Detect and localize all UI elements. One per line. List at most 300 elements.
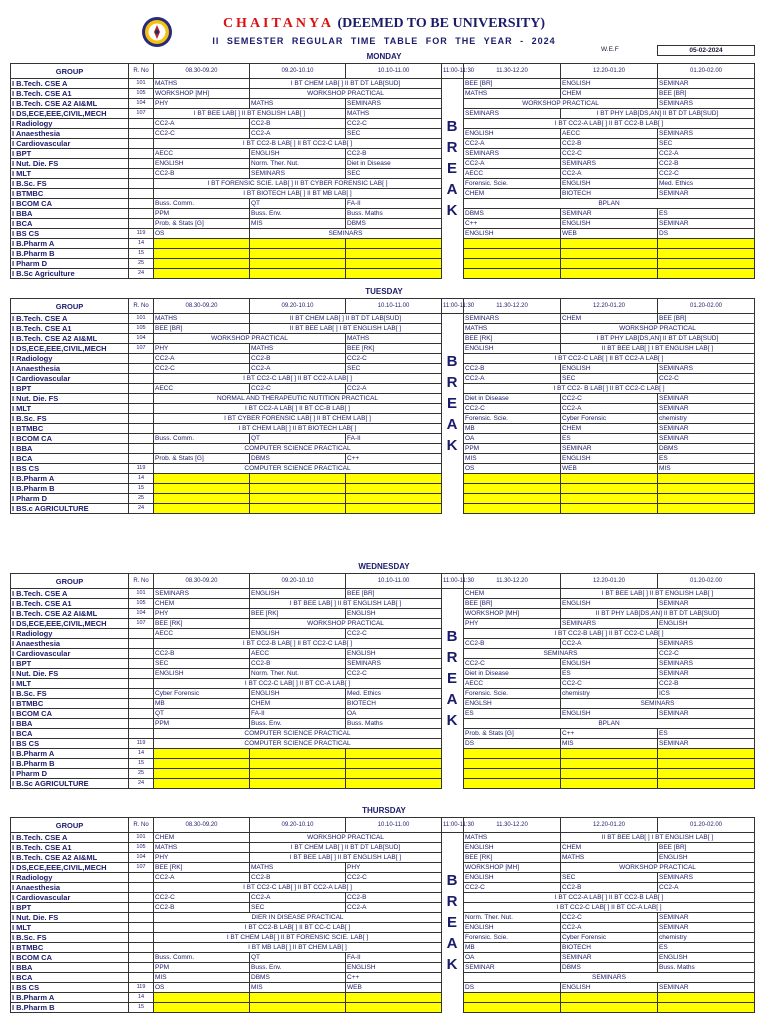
room-number: 104 (129, 99, 154, 109)
room-number (129, 893, 154, 903)
group-name: I Cardiovascular (11, 139, 129, 149)
room-number (129, 943, 154, 953)
group-name: I MLT (11, 404, 129, 414)
class-slot: ENGLISH (658, 619, 755, 629)
class-slot: DBMS (250, 454, 346, 464)
column-header-p1: 08.30-09.20 (154, 574, 250, 589)
class-slot: CC2-C (346, 873, 442, 883)
empty-slot (561, 239, 658, 249)
class-slot: CHEM (250, 699, 346, 709)
class-slot: ES (658, 454, 755, 464)
class-slot: C++ (561, 729, 658, 739)
empty-slot (464, 504, 561, 514)
break-letter: B (446, 628, 458, 645)
table-row (11, 239, 755, 249)
class-slot: SEMINAR (658, 709, 755, 719)
table-row (11, 619, 755, 629)
class-slot: AECC (464, 679, 561, 689)
empty-slot (250, 239, 346, 249)
class-slot: Buss. Comm. (154, 953, 250, 963)
group-name: I BPT (11, 903, 129, 913)
column-header-p4: 11.30-12.20 (464, 64, 561, 79)
class-slot: SEMINAR (658, 394, 755, 404)
room-number: 15 (129, 1003, 154, 1013)
column-header-p2: 09.20-10.10 (250, 574, 346, 589)
class-slot: CHEM (464, 589, 561, 599)
break-label (441, 626, 463, 731)
class-slot: CC2-C (250, 384, 346, 394)
empty-slot (658, 1003, 755, 1013)
room-number (129, 903, 154, 913)
break-letter: A (446, 935, 458, 952)
class-slot: MIS (250, 983, 346, 993)
class-slot: ENGLISH (561, 79, 658, 89)
class-slot: Prob. & Stats [G] (464, 729, 561, 739)
column-header-p3: 10.10-11.00 (346, 574, 442, 589)
class-slot: SEMINARS (658, 639, 755, 649)
class-slot: SEMINAR (658, 189, 755, 199)
class-slot: BEE [BR] (154, 324, 250, 334)
class-slot: Diet in Disease (464, 669, 561, 679)
table-row (11, 139, 755, 149)
empty-slot (561, 759, 658, 769)
empty-slot (561, 484, 658, 494)
class-slot: SEMINAR (658, 219, 755, 229)
table-row (11, 269, 755, 279)
class-slot: I BT CC2-B LAB[ ] II BT CC2-C LAB[ ] (154, 639, 442, 649)
day-label: MONDAY (366, 52, 402, 61)
class-slot: MATHS (154, 314, 250, 324)
class-slot: Buss. Maths (346, 209, 442, 219)
class-slot: Norm. Ther. Nut. (250, 159, 346, 169)
class-slot: AECC (154, 629, 250, 639)
class-slot: Buss. Env. (250, 963, 346, 973)
break-letter: A (446, 181, 458, 198)
group-name: I Anaesthesia (11, 129, 129, 139)
day-label: WEDNESDAY (358, 562, 410, 571)
class-slot: DS (658, 229, 755, 239)
empty-slot (561, 993, 658, 1003)
group-name: I B.Pharm A (11, 239, 129, 249)
class-slot: MATHS (154, 843, 250, 853)
column-header-p1: 08.30-09.20 (154, 299, 250, 314)
column-header-p1: 08.30-09.20 (154, 818, 250, 833)
room-number: 104 (129, 853, 154, 863)
wef-date: 05-02-2024 (657, 45, 755, 56)
group-name: I BS CS (11, 739, 129, 749)
table-row (11, 843, 755, 853)
break-letter: E (446, 395, 457, 412)
empty-slot (154, 249, 250, 259)
group-name: I B.Tech. CSE A2 AI&ML (11, 334, 129, 344)
class-slot: PHY (154, 853, 250, 863)
group-name: I BTMBC (11, 189, 129, 199)
group-name: I Nut. Die. FS (11, 159, 129, 169)
break-label (441, 351, 463, 456)
room-number: 107 (129, 109, 154, 119)
class-slot: CC2-A (154, 119, 250, 129)
empty-slot (464, 494, 561, 504)
break-label (441, 116, 463, 221)
room-number (129, 629, 154, 639)
class-slot: CHEM (561, 843, 658, 853)
column-header-p3: 10.10-11.00 (346, 64, 442, 79)
class-slot: DBMS (561, 963, 658, 973)
column-header-rno: R. No (129, 64, 154, 79)
empty-slot (154, 259, 250, 269)
table-row (11, 629, 755, 639)
class-slot: AECC (561, 129, 658, 139)
class-slot: II BT BEE LAB[ ] I BT ENGLISH LAB[ ] (561, 833, 755, 843)
room-number: 119 (129, 983, 154, 993)
room-number (129, 119, 154, 129)
class-slot: BEE [RK] (154, 863, 250, 873)
class-slot: MATHS (464, 833, 561, 843)
class-slot: SEMINAR (658, 669, 755, 679)
room-number (129, 149, 154, 159)
group-name: I Cardiovascular (11, 893, 129, 903)
class-slot: QT (154, 709, 250, 719)
room-number (129, 639, 154, 649)
empty-slot (154, 474, 250, 484)
class-slot: I BT CC2-C LAB[ ] II BT CC-A LAB[ ] (464, 903, 755, 913)
class-slot: ENGLISH (154, 159, 250, 169)
class-slot: ENGLISH (464, 129, 561, 139)
empty-slot (658, 759, 755, 769)
table-row (11, 314, 755, 324)
class-slot: ENGLISH (561, 709, 658, 719)
room-number (129, 953, 154, 963)
class-slot: Forensic. Scie. (464, 179, 561, 189)
room-number: 104 (129, 334, 154, 344)
class-slot: Prob. & Stats [G] (154, 454, 250, 464)
table-row (11, 259, 755, 269)
class-slot: Buss. Comm. (154, 199, 250, 209)
brand-name: CHAITANYA (222, 16, 334, 31)
empty-slot (346, 504, 442, 514)
empty-slot (464, 993, 561, 1003)
class-slot: PHY (346, 863, 442, 873)
group-name: I BS CS (11, 983, 129, 993)
break-letter: R (446, 139, 458, 156)
group-name: I B.Tech. CSE A (11, 589, 129, 599)
table-row (11, 649, 755, 659)
room-number: 24 (129, 269, 154, 279)
class-slot: CC2-C (346, 119, 442, 129)
group-name: I B.Tech. CSE A2 AI&ML (11, 99, 129, 109)
group-name: I Pharm D (11, 494, 129, 504)
class-slot: AECC (250, 649, 346, 659)
table-row (11, 394, 755, 404)
class-slot: ES (464, 709, 561, 719)
class-slot: DBMS (250, 973, 346, 983)
class-slot: PPM (154, 209, 250, 219)
room-number (129, 454, 154, 464)
class-slot: II BT PHY LAB[DS,AN] II BT DT LAB[SUD] (561, 609, 755, 619)
empty-slot (561, 474, 658, 484)
class-slot: SEMINARS (561, 619, 658, 629)
class-slot: CHEM (154, 599, 250, 609)
empty-slot (658, 249, 755, 259)
room-number (129, 973, 154, 983)
group-name: I MLT (11, 923, 129, 933)
room-number (129, 199, 154, 209)
class-slot: CC2-A (464, 374, 561, 384)
class-slot: CC2-B (464, 364, 561, 374)
room-number (129, 169, 154, 179)
class-slot: I BT CYBER FORENSIC LAB[ ] II BT CHEM LAB[ ] (154, 414, 442, 424)
room-number (129, 354, 154, 364)
group-name: I BBA (11, 963, 129, 973)
class-slot: SEMINAR (658, 434, 755, 444)
column-header-p3: 10.10-11.00 (346, 818, 442, 833)
group-name: I MLT (11, 169, 129, 179)
table-row (11, 739, 755, 749)
class-slot: CC2-B (561, 139, 658, 149)
group-name: I B.Pharm B (11, 759, 129, 769)
group-name: I BS.c AGRICULTURE (11, 504, 129, 514)
group-name: I Radiology (11, 119, 129, 129)
table-row (11, 759, 755, 769)
class-slot: CC2-A (464, 159, 561, 169)
room-number: 107 (129, 344, 154, 354)
class-slot: CC2-C (154, 893, 250, 903)
class-slot: SEC (346, 129, 442, 139)
table-row (11, 993, 755, 1003)
class-slot: ENGLISH (250, 689, 346, 699)
empty-slot (154, 769, 250, 779)
class-slot: MB (464, 943, 561, 953)
table-row (11, 719, 755, 729)
break-letter: E (446, 160, 457, 177)
class-slot: CC2-C (561, 679, 658, 689)
class-slot: CC2-B (346, 149, 442, 159)
empty-slot (658, 259, 755, 269)
class-slot: ENGLISH (561, 219, 658, 229)
group-name: I MLT (11, 679, 129, 689)
table-row (11, 973, 755, 983)
room-number: 119 (129, 464, 154, 474)
class-slot: BEE [RK] (154, 619, 250, 629)
room-number (129, 659, 154, 669)
class-slot: chemistry (658, 933, 755, 943)
class-slot: CC2-B (250, 119, 346, 129)
group-name: I B.Pharm B (11, 484, 129, 494)
group-name: I Pharm D (11, 259, 129, 269)
room-number (129, 424, 154, 434)
room-number: 101 (129, 833, 154, 843)
class-slot: PHY (154, 344, 250, 354)
table-row (11, 749, 755, 759)
empty-slot (250, 259, 346, 269)
group-name: I Nut. Die. FS (11, 669, 129, 679)
table-row (11, 679, 755, 689)
room-number: 15 (129, 484, 154, 494)
group-name: I BS CS (11, 229, 129, 239)
class-slot: SEMINARS (250, 229, 442, 239)
header-row (11, 574, 755, 589)
empty-slot (561, 749, 658, 759)
class-slot: MATHS (346, 109, 442, 119)
empty-slot (154, 239, 250, 249)
class-slot: OS (464, 464, 561, 474)
room-number (129, 923, 154, 933)
group-name: I B.Sc. FS (11, 689, 129, 699)
class-slot: SEMINARS (464, 314, 561, 324)
empty-slot (658, 484, 755, 494)
class-slot: CC2-C (154, 364, 250, 374)
class-slot: SEMINAR (464, 963, 561, 973)
class-slot: BEE [RK] (464, 853, 561, 863)
group-name: I Radiology (11, 629, 129, 639)
class-slot: BEE [BR] (658, 89, 755, 99)
column-header-p1: 08.30-09.20 (154, 64, 250, 79)
table-row (11, 963, 755, 973)
empty-slot (346, 239, 442, 249)
table-row (11, 354, 755, 364)
column-header-brk: 11:00-11:30 (442, 818, 464, 833)
column-header-p2: 09.20-10.10 (250, 299, 346, 314)
group-name: I B.Pharm B (11, 1003, 129, 1013)
column-header-p6: 01.20-02.00 (658, 574, 755, 589)
room-number (129, 139, 154, 149)
break-letter: K (446, 956, 458, 973)
empty-slot (346, 484, 442, 494)
class-slot: WORKSHOP PRACTICAL (250, 619, 442, 629)
empty-slot (154, 779, 250, 789)
empty-slot (250, 249, 346, 259)
class-slot: CC2-B (658, 159, 755, 169)
class-slot: CC2-B (346, 893, 442, 903)
empty-slot (250, 769, 346, 779)
class-slot: CC2-A (561, 169, 658, 179)
empty-slot (154, 494, 250, 504)
class-slot: C++ (346, 454, 442, 464)
class-slot: ES (658, 209, 755, 219)
class-slot: Buss. Maths (658, 963, 755, 973)
room-number (129, 209, 154, 219)
column-header-p4: 11.30-12.20 (464, 574, 561, 589)
class-slot: CC2-C (464, 659, 561, 669)
class-slot: CC2-A (250, 129, 346, 139)
class-slot: ENGLISH (464, 843, 561, 853)
group-name: I BPT (11, 384, 129, 394)
empty-slot (464, 474, 561, 484)
class-slot: SEMINAR (561, 444, 658, 454)
class-slot: ENGLISH (561, 599, 658, 609)
class-slot: I BT CC2-B LAB[ ] II BT CC-C LAB[ ] (154, 923, 442, 933)
class-slot: Norm. Ther. Nut. (250, 669, 346, 679)
group-name: I BCA (11, 973, 129, 983)
class-slot: AECC (464, 169, 561, 179)
table-row (11, 913, 755, 923)
day-label: TUESDAY (365, 287, 403, 296)
class-slot: SEMINARS (346, 99, 442, 109)
class-slot: CC2-A (250, 364, 346, 374)
class-slot: SEC (346, 364, 442, 374)
class-slot: CC2-C (561, 394, 658, 404)
class-slot: SEMINARS (250, 169, 346, 179)
empty-slot (561, 504, 658, 514)
table-row (11, 893, 755, 903)
class-slot: CHEM (561, 424, 658, 434)
class-slot: CC2-C (464, 883, 561, 893)
class-slot: ENGLISH (154, 669, 250, 679)
break-letter: K (446, 437, 458, 454)
class-slot: BIOTECH (561, 189, 658, 199)
group-name: I B.Tech. CSE A1 (11, 89, 129, 99)
header-row (11, 299, 755, 314)
empty-slot (346, 749, 442, 759)
room-number (129, 669, 154, 679)
class-slot: CC2-A (464, 139, 561, 149)
header-row (11, 64, 755, 79)
class-slot: COMPUTER SCIENCE PRACTICAL (154, 464, 442, 474)
column-header-p5: 12.20-01.20 (561, 818, 658, 833)
class-slot: Buss. Env. (250, 209, 346, 219)
class-slot: SEMINARS (154, 589, 250, 599)
class-slot: CC2-B (250, 354, 346, 364)
class-slot: SEMINARS (658, 659, 755, 669)
column-header-rno: R. No (129, 574, 154, 589)
class-slot: CHEM (154, 833, 250, 843)
empty-slot (346, 474, 442, 484)
class-slot: BPLAN (464, 719, 755, 729)
table-row (11, 863, 755, 873)
table-row (11, 324, 755, 334)
class-slot: DIER IN DISEASE PRACTICAL (154, 913, 442, 923)
table-row (11, 434, 755, 444)
class-slot: I BT PHY LAB[DS,AN] II BT DT LAB[SUD] (561, 334, 755, 344)
column-header-rno: R. No (129, 299, 154, 314)
group-name: I B.Tech. CSE A1 (11, 599, 129, 609)
break-letter: E (446, 670, 457, 687)
class-slot: I BT CC2-A LAB[ ] II BT CC-B LAB[ ] (154, 404, 442, 414)
room-number (129, 434, 154, 444)
class-slot: OA (346, 709, 442, 719)
class-slot: NORMAL AND THERAPEUTIC NUTITION PRACTICAL (154, 394, 442, 404)
room-number: 105 (129, 843, 154, 853)
table-row (11, 474, 755, 484)
empty-slot (561, 779, 658, 789)
class-slot: Forensic. Scie. (464, 933, 561, 943)
table-row (11, 99, 755, 109)
class-slot: I BT CHEM LAB[ ] II BT BIOTECH LAB[ ] (154, 424, 442, 434)
column-header-p5: 12.20-01.20 (561, 299, 658, 314)
class-slot: CC2-B (154, 903, 250, 913)
table-row (11, 484, 755, 494)
class-slot: SEC (250, 903, 346, 913)
table-row (11, 159, 755, 169)
group-name: I Pharm D (11, 769, 129, 779)
group-name: I DS,ECE,EEE,CIVIL,MECH (11, 109, 129, 119)
class-slot: MATHS (250, 863, 346, 873)
empty-slot (154, 504, 250, 514)
empty-slot (346, 259, 442, 269)
empty-slot (658, 494, 755, 504)
room-number (129, 709, 154, 719)
room-number: 25 (129, 494, 154, 504)
table-row (11, 494, 755, 504)
room-number: 14 (129, 749, 154, 759)
class-slot: CC2-B (464, 639, 561, 649)
empty-slot (561, 249, 658, 259)
class-slot: CC2-B (561, 883, 658, 893)
empty-slot (464, 749, 561, 759)
room-number (129, 883, 154, 893)
class-slot: ENGLISH (346, 649, 442, 659)
table-row (11, 659, 755, 669)
